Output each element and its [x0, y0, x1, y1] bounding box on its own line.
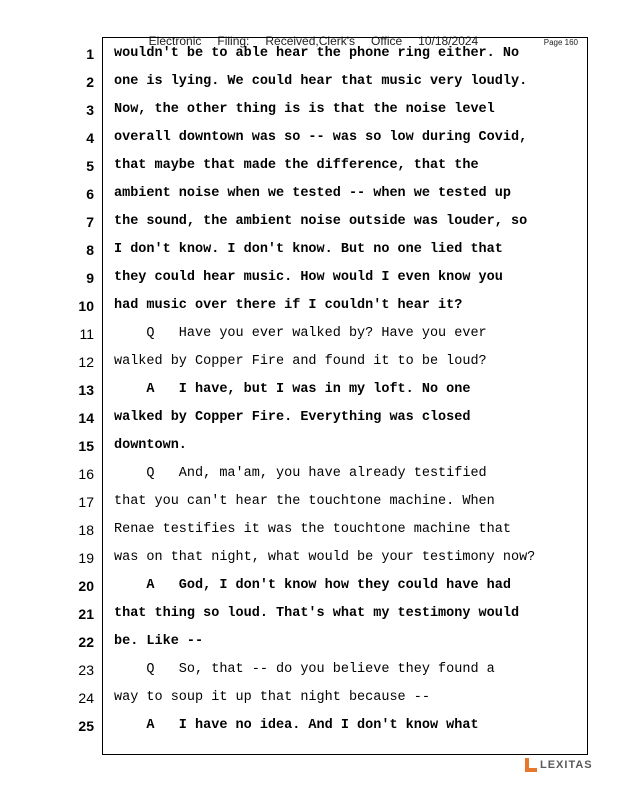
- line-number: 11: [79, 326, 94, 342]
- line-number: 25: [78, 718, 94, 734]
- transcript-line: that you can't hear the touchtone machine. When: [114, 494, 495, 509]
- transcript-line: they could hear music. How would I even know you: [114, 270, 503, 285]
- line-number: 6: [86, 186, 94, 202]
- header-part: Received,Clerk's: [265, 34, 356, 48]
- line-number: 13: [78, 382, 94, 398]
- transcript-line: walked by Copper Fire. Everything was closed: [114, 410, 471, 425]
- line-number: 10: [78, 298, 94, 314]
- line-number: 22: [78, 634, 94, 650]
- line-number: 4: [86, 130, 94, 146]
- line-number: 24: [78, 690, 94, 706]
- header-part: Electronic: [148, 34, 202, 48]
- lexitas-logo-icon: [525, 758, 537, 772]
- transcript-line: wouldn't be to able hear the phone ring either. No: [114, 46, 520, 61]
- logo-text: LEXITAS: [540, 759, 593, 771]
- line-numbers: [70, 44, 94, 744]
- transcript-line: A God, I don't know how they could have had: [114, 578, 511, 593]
- line-number: 12: [78, 354, 94, 370]
- transcript-line: be. Like --: [114, 634, 204, 649]
- transcript-line: A I have, but I was in my loft. No one: [114, 382, 471, 397]
- transcript-line: one is lying. We could hear that music very loudly.: [114, 74, 528, 89]
- line-number: 15: [78, 438, 94, 454]
- line-number: 9: [86, 270, 94, 286]
- transcript-line: that thing so loud. That's what my testimony would: [114, 606, 520, 621]
- transcript-line: the sound, the ambient noise outside was louder, so: [114, 214, 528, 229]
- line-number: 18: [78, 522, 94, 538]
- transcript-line: overall downtown was so -- was so low during Covid,: [114, 130, 528, 145]
- transcript-line: downtown.: [114, 438, 187, 453]
- line-number: 16: [78, 466, 94, 482]
- line-number: 1: [86, 46, 94, 62]
- line-number: 3: [86, 102, 94, 118]
- page-number: Page 160: [543, 38, 578, 47]
- line-number: 2: [86, 74, 94, 90]
- lexitas-logo: [525, 758, 593, 772]
- transcript-line: Q So, that -- do you believe they found a: [114, 662, 495, 677]
- line-number: 14: [78, 410, 94, 426]
- transcript-line: way to soup it up that night because --: [114, 690, 430, 705]
- transcript-line: that maybe that made the difference, that the: [114, 158, 479, 173]
- header-part: 10/18/2024: [418, 34, 479, 48]
- transcript-line: I don't know. I don't know. But no one lied that: [114, 242, 503, 257]
- line-number: 5: [86, 158, 94, 174]
- transcript-line: Renae testifies it was the touchtone machine that: [114, 522, 511, 537]
- line-number: 7: [86, 214, 94, 230]
- transcript-line: ambient noise when we tested -- when we tested up: [114, 186, 511, 201]
- line-number: 8: [86, 242, 94, 258]
- transcript-line: walked by Copper Fire and found it to be loud?: [114, 354, 487, 369]
- transcript-line: Q Have you ever walked by? Have you ever: [114, 326, 487, 341]
- line-number: 20: [78, 578, 94, 594]
- line-number: 17: [78, 494, 94, 510]
- transcript-line: was on that night, what would be your testimony now?: [114, 550, 536, 565]
- line-number: 21: [78, 606, 94, 622]
- transcript-line: Q And, ma'am, you have already testified: [114, 466, 487, 481]
- transcript-line: Now, the other thing is is that the noise level: [114, 102, 495, 117]
- header-part: Filing:: [217, 34, 250, 48]
- transcript-line: had music over there if I couldn't hear it?: [114, 298, 463, 313]
- transcript-line: A I have no idea. And I don't know what: [114, 718, 479, 733]
- line-number: 23: [78, 662, 94, 678]
- transcript-lines: [114, 44, 584, 744]
- line-number: 19: [78, 550, 94, 566]
- header-part: Office: [371, 34, 403, 48]
